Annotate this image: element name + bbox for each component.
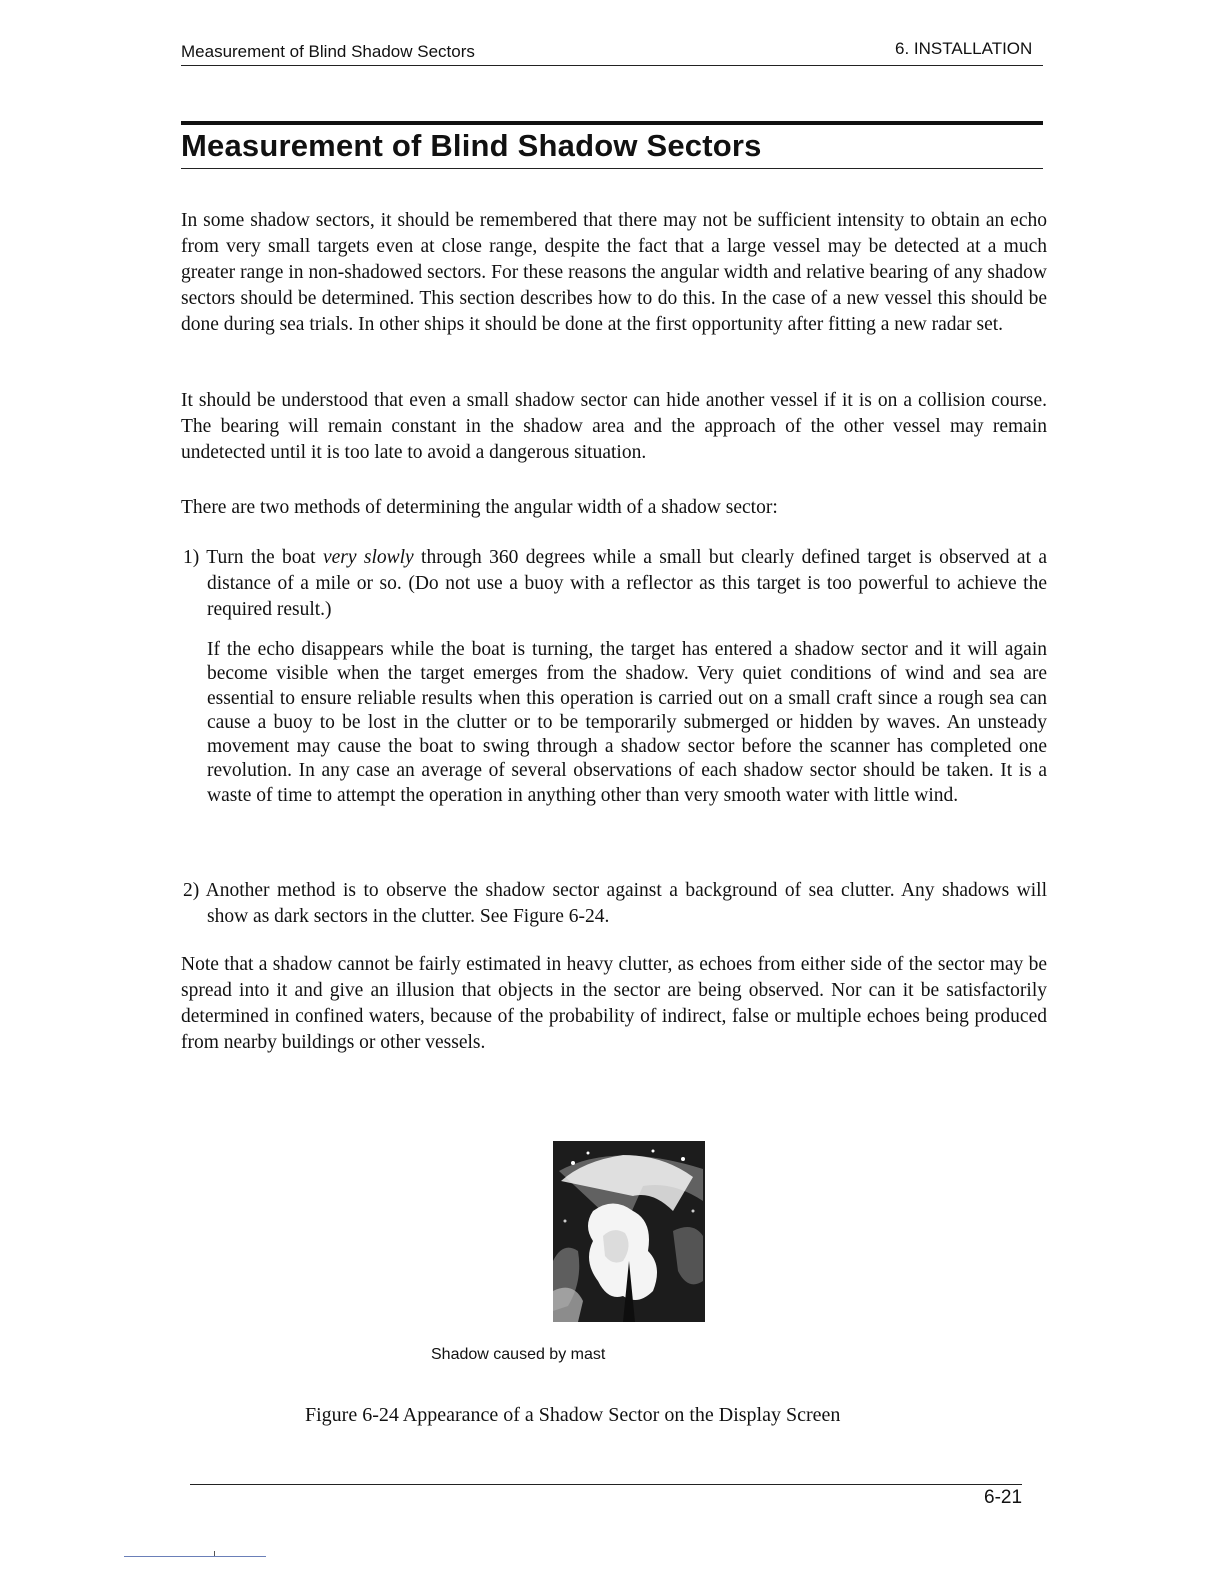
page-title: Measurement of Blind Shadow Sectors	[181, 128, 762, 163]
figure-callout: Shadow caused by mast	[431, 1346, 606, 1363]
radar-display-graphic	[553, 1141, 705, 1322]
paragraph-intro: In some shadow sectors, it should be remembered that there may not be sufficient intensity to obtain an echo from very small targets even at close range, despite the fact that a large vessel may be detected at a much greater range in non-shadowed sectors. For these reasons the angular width and relative bearing of any shadow sectors should be determined. This section describes how to do this. In the case of a new vessel this should be done during sea trials. In other ships it should be done at the first opportunity after fitting a new radar set.	[181, 210, 1047, 335]
title-underline	[181, 168, 1043, 169]
footer-rule	[190, 1484, 1022, 1485]
title-bar	[181, 121, 1043, 125]
list-item-method-1	[183, 545, 1047, 623]
method-1-prefix: 1) Turn the boat	[183, 547, 323, 568]
running-header-left: Measurement of Blind Shadow Sectors	[181, 42, 475, 61]
scan-mark-tick	[214, 1551, 215, 1556]
paragraph-methods: There are two methods of determining the angular width of a shadow sector:	[181, 497, 778, 518]
radar-shadow-image	[553, 1141, 705, 1322]
figure-caption: Figure 6-24 Appearance of a Shadow Sector on the Display Screen	[305, 1404, 841, 1426]
page-number: 6-21	[984, 1487, 1023, 1508]
method-1-continuation: If the echo disappears while the boat is turning, the target has entered a shadow sector and it will again become visible when the target emerges from the shadow. Very quiet conditions of wind and sea are essential to ensure reliable results when this operation is carried out on a small craft since a rough sea can cause a buoy to be lost in the clutter or to be temporarily submerged or hidden by waves. An unsteady movement may cause the boat to swing through a shadow sector before the scanner has completed one revolution. In any case an average of several observations of each shadow sector should be taken. It is a waste of time to attempt the operation in anything other than very smooth water with little wind.	[207, 639, 1047, 806]
scan-mark-line	[124, 1556, 266, 1557]
list-item-method-2: 2) Another method is to observe the shadow sector against a background of sea clutter. Any shadows will show as dark sectors in the clutter. See Figure 6-24.	[183, 880, 1047, 927]
paragraph-warning: It should be understood that even a small shadow sector can hide another vessel if it is on a collision course. The bearing will remain constant in the shadow area and the approach of the other vessel may remain undetected until it is too late to avoid a dangerous situation.	[181, 390, 1047, 463]
paragraph-note: Note that a shadow cannot be fairly estimated in heavy clutter, as echoes from either side of the sector may be spread into it and give an illusion that objects in the sector are being observed. Nor can it be satisfactorily determined in confined waters, because of the probability of indirect, false or multiple echoes being produced from nearby buildings or other vessels.	[181, 954, 1047, 1053]
method-1-rest: through 360 degrees while a small but clearly defined target is observed at a distance of a mile or so. (Do not use a buoy with a reflector as this target is too powerful to achieve the required result.)	[207, 547, 1048, 620]
running-header-right: 6. INSTALLATION	[895, 39, 1033, 58]
method-1-emphasis: very slowly	[322, 547, 414, 568]
header-rule	[181, 65, 1043, 66]
